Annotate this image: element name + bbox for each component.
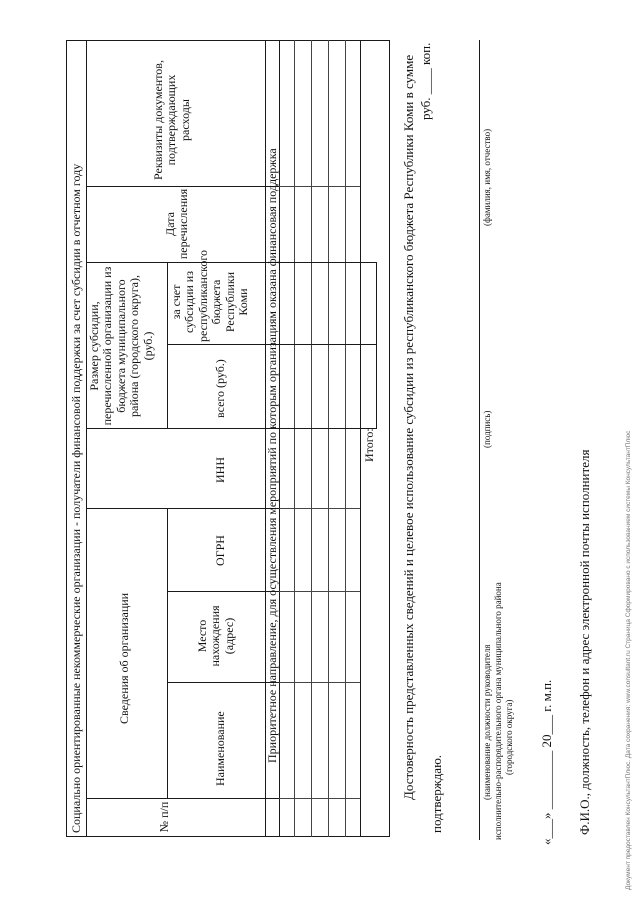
total-label: Итого: — [362, 428, 376, 462]
signature-line — [479, 40, 480, 840]
full-name-label: (фамилия, имя, отчество) — [482, 128, 492, 226]
col-header-transfer-date: Дата перечисления — [163, 188, 191, 260]
table-title: Социально ориентированные некоммерческие организации - получатели финансовой поддержки за счет субсидии в отчетном году — [69, 163, 83, 833]
col-header-inn: ИНН — [213, 457, 227, 483]
col-header-org-info: Сведения об организации — [117, 592, 131, 724]
col-header-ogrn: ОГРН — [213, 535, 227, 566]
certify-text: Достоверность представленных сведений и целевое использование субсидии из республиканского бюджета Республики Коми в сумме — [401, 54, 416, 800]
col-header-name: Наименование — [213, 711, 227, 786]
col-header-subsidy-size: Размер субсидии, перечисленной организации из бюджета муниципального района (городского округа), (руб.) — [87, 266, 155, 426]
col-header-num: № п/п — [157, 801, 171, 833]
col-header-requisites: Реквизиты документов, подтверждающих расходы — [151, 60, 192, 180]
head-title-label-3: (городского округа) — [504, 699, 514, 775]
head-title-label-2: исполнительно-распорядительного органа муниципального района — [493, 582, 503, 840]
header-note: Документ предоставлен КонсультантПлюс. Дата сохранения: www.consultant.ru Страница Сформировано с использованием системы КонсультантПлюс — [625, 430, 632, 890]
col-header-total: всего (руб.) — [213, 359, 227, 418]
executor-info: Ф.И.О., должность, телефон и адрес электронной почты исполнителя — [577, 449, 592, 835]
rub-kop-text: руб. ____ коп. — [418, 42, 433, 120]
col-header-location: Место нахождения (адрес) — [195, 605, 236, 667]
priority-row-label: Приоритетное направление, для осуществления мероприятий по которым организациям оказана финансовая поддержка — [265, 148, 279, 763]
signature-label: (подпись) — [482, 410, 492, 448]
confirm-text: подтверждаю. — [429, 754, 444, 833]
col-header-rk-budget: за счет субсидии из республиканского бюджета Республики Коми — [169, 250, 251, 342]
date-stamp-line: «___» _________ 20___ г. м.п. — [539, 679, 554, 845]
head-title-label: (наименование должности руководителя — [482, 644, 492, 800]
